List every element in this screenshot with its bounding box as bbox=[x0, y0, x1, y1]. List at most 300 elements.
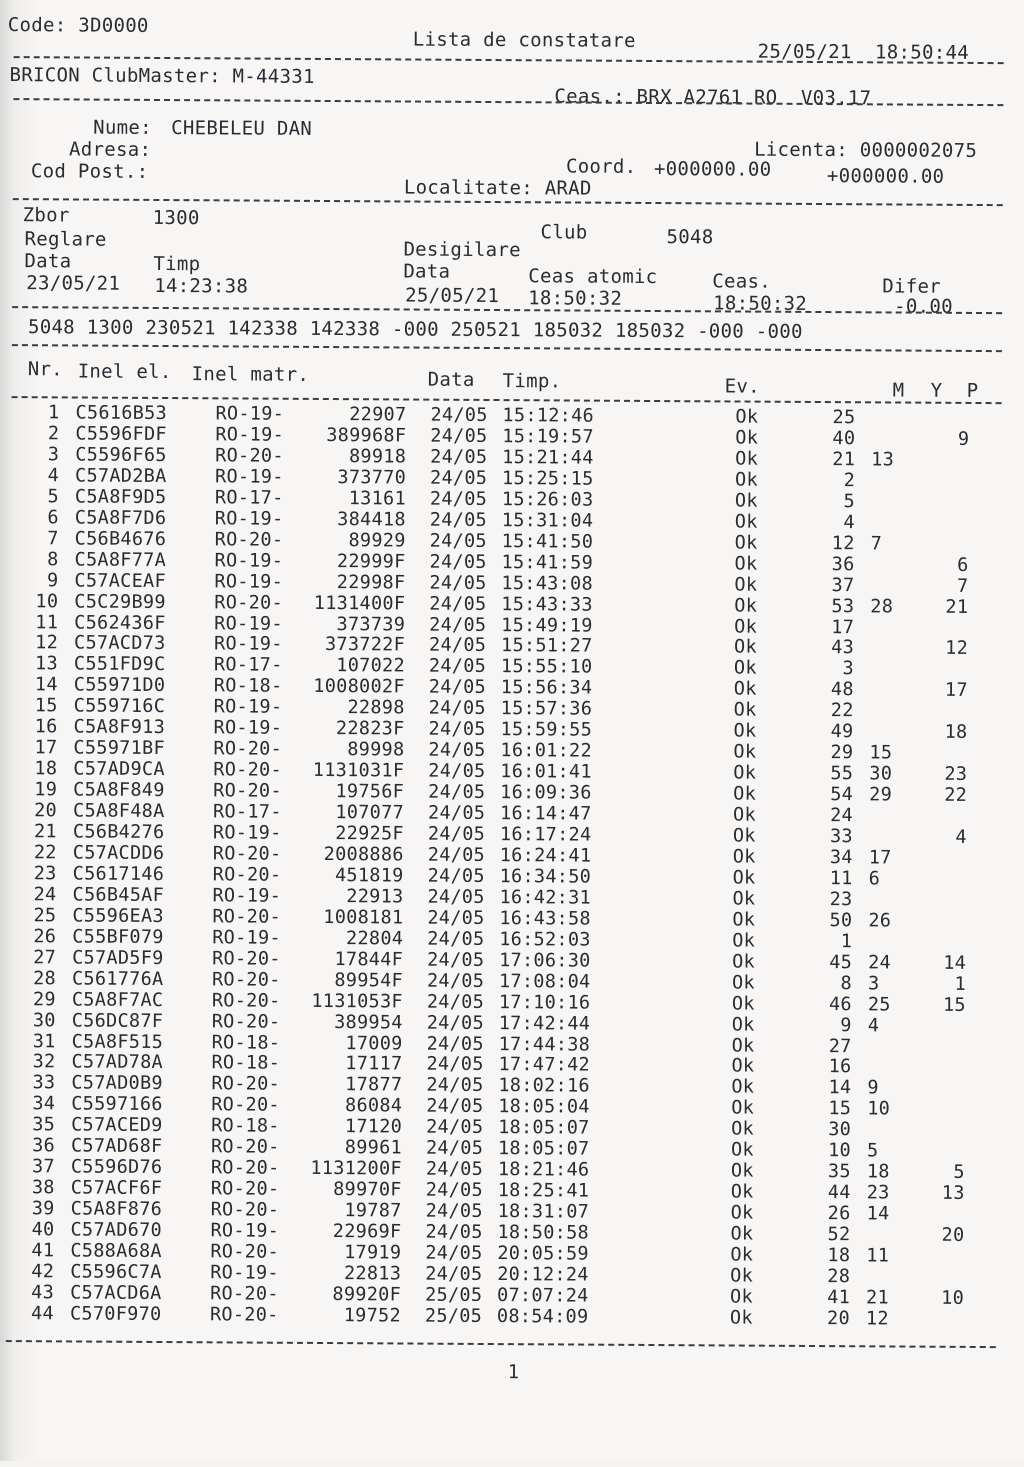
rank-p: 10 bbox=[914, 1289, 964, 1308]
ring-number: 13161 bbox=[282, 490, 406, 509]
col-header-m: M bbox=[893, 381, 905, 400]
arrival-date: 24/05 bbox=[425, 1224, 482, 1243]
ring-number: 384418 bbox=[282, 510, 406, 529]
rank-y: 3 bbox=[868, 975, 898, 994]
arrival-date: 24/05 bbox=[426, 1203, 483, 1222]
arrival-date: 24/05 bbox=[429, 700, 486, 719]
ring-number: 22898 bbox=[281, 699, 405, 718]
arrival-time: 16:01:41 bbox=[500, 763, 592, 782]
arrival-time: 16:24:41 bbox=[500, 847, 592, 866]
divider bbox=[13, 198, 1003, 206]
ring-number: 22969F bbox=[277, 1223, 401, 1242]
atomic-clock-time: 18:50:32 bbox=[528, 289, 622, 309]
ring-series: RO-20- bbox=[214, 594, 283, 613]
event-status: Ok bbox=[732, 932, 755, 951]
arrival-date: 24/05 bbox=[427, 951, 484, 970]
event-status: Ok bbox=[735, 471, 758, 490]
arrival-time: 17:10:16 bbox=[499, 994, 591, 1013]
ring-series: RO-20- bbox=[213, 761, 282, 780]
rank-y: 29 bbox=[869, 786, 899, 805]
electronic-ring: C5A8F515 bbox=[72, 1033, 164, 1052]
rank-m: 50 bbox=[812, 912, 852, 931]
electronic-ring: C57ACDD6 bbox=[73, 844, 165, 863]
rank-m: 55 bbox=[813, 765, 853, 784]
event-status: Ok bbox=[735, 534, 758, 553]
event-status: Ok bbox=[734, 702, 757, 721]
row-number: 35 bbox=[0, 1116, 55, 1135]
ring-number: 89970F bbox=[278, 1181, 402, 1200]
rank-m: 8 bbox=[812, 975, 852, 994]
ring-number: 19787 bbox=[278, 1202, 402, 1221]
ring-number: 17009 bbox=[279, 1034, 403, 1053]
row-number: 30 bbox=[0, 1012, 56, 1031]
arrival-time: 15:41:50 bbox=[502, 533, 594, 552]
arrival-time: 18:21:46 bbox=[498, 1161, 590, 1180]
arrival-time: 15:31:04 bbox=[502, 512, 594, 531]
reglare-date: 23/05/21 bbox=[26, 274, 120, 294]
arrival-time: 20:05:59 bbox=[497, 1245, 589, 1264]
rank-m: 15 bbox=[811, 1100, 851, 1119]
arrival-date: 24/05 bbox=[430, 511, 487, 530]
ring-series: RO-19- bbox=[212, 887, 281, 906]
row-number: 44 bbox=[0, 1305, 54, 1324]
arrival-time: 18:02:16 bbox=[498, 1077, 590, 1096]
rank-p: 9 bbox=[919, 431, 969, 450]
rank-y: 14 bbox=[867, 1205, 897, 1224]
ring-series: RO-20- bbox=[210, 1285, 279, 1304]
rank-p: 23 bbox=[917, 766, 967, 785]
difer-label: Difer bbox=[882, 277, 941, 296]
arrival-date: 24/05 bbox=[429, 679, 486, 698]
ring-series: RO-19- bbox=[215, 510, 284, 529]
event-status: Ok bbox=[732, 974, 755, 993]
row-number: 41 bbox=[0, 1242, 54, 1261]
arrival-date: 24/05 bbox=[426, 1056, 483, 1075]
rank-p: 4 bbox=[917, 829, 967, 848]
arrival-time: 15:55:10 bbox=[501, 658, 593, 677]
electronic-ring: C5596F65 bbox=[75, 446, 167, 465]
electronic-ring: C561776A bbox=[72, 970, 164, 989]
event-status: Ok bbox=[735, 555, 758, 574]
arrival-date: 24/05 bbox=[429, 637, 486, 656]
rank-p: 7 bbox=[918, 577, 968, 596]
event-status: Ok bbox=[731, 1205, 754, 1224]
col-header-p: P bbox=[967, 382, 979, 401]
rank-m: 10 bbox=[811, 1142, 851, 1161]
arrival-date: 24/05 bbox=[425, 1245, 482, 1264]
ring-series: RO-19- bbox=[215, 468, 284, 487]
electronic-ring: C551FD9C bbox=[74, 656, 166, 675]
rank-p: 22 bbox=[917, 787, 967, 806]
rank-m: 24 bbox=[813, 807, 853, 826]
row-number: 5 bbox=[0, 488, 59, 507]
ring-number: 1008002F bbox=[281, 678, 405, 697]
ring-number: 373722F bbox=[281, 636, 405, 655]
ring-number: 22823F bbox=[280, 720, 404, 739]
event-status: Ok bbox=[734, 597, 757, 616]
report-title: Lista de constatare bbox=[413, 31, 636, 51]
rank-m: 46 bbox=[812, 996, 852, 1015]
rank-m: 53 bbox=[814, 598, 854, 617]
row-number: 26 bbox=[0, 928, 56, 947]
event-status: Ok bbox=[730, 1246, 753, 1265]
rank-y: 6 bbox=[869, 870, 899, 889]
ring-number: 17117 bbox=[278, 1055, 402, 1074]
atomic-clock-label: Ceas atomic bbox=[528, 267, 657, 287]
row-number: 3 bbox=[0, 446, 59, 465]
clock-id: Ceas.: BRX A2761 RO V03.17 bbox=[554, 87, 871, 108]
electronic-ring: C57AD5F9 bbox=[72, 949, 164, 968]
ring-series: RO-20- bbox=[211, 1097, 280, 1116]
ring-number: 22925F bbox=[280, 825, 404, 844]
ring-series: RO-17- bbox=[213, 803, 282, 822]
arrival-date: 24/05 bbox=[430, 407, 487, 426]
ring-number: 1008181 bbox=[279, 909, 403, 928]
rank-m: 9 bbox=[812, 1017, 852, 1036]
ring-series: RO-18- bbox=[211, 1118, 280, 1137]
ring-series: RO-19- bbox=[215, 552, 284, 571]
event-status: Ok bbox=[734, 618, 757, 637]
electronic-ring: C57ACD73 bbox=[74, 635, 166, 654]
rank-m: 41 bbox=[810, 1289, 850, 1308]
row-number: 37 bbox=[0, 1158, 55, 1177]
electronic-ring: C5A8F9D5 bbox=[75, 488, 167, 507]
rank-p: 5 bbox=[915, 1164, 965, 1183]
rank-y: 4 bbox=[868, 1017, 898, 1036]
arrival-date: 24/05 bbox=[429, 616, 486, 635]
rank-m: 27 bbox=[812, 1037, 852, 1056]
rank-m: 48 bbox=[814, 681, 854, 700]
electronic-ring: C588A68A bbox=[70, 1242, 162, 1261]
event-status: Ok bbox=[735, 450, 758, 469]
row-number: 12 bbox=[0, 634, 58, 653]
rank-m: 14 bbox=[811, 1079, 851, 1098]
event-status: Ok bbox=[734, 681, 757, 700]
event-status: Ok bbox=[734, 639, 757, 658]
col-header-data: Data bbox=[428, 371, 475, 390]
electronic-ring: C57AD2BA bbox=[75, 467, 167, 486]
rank-y: 18 bbox=[867, 1164, 897, 1183]
ring-number: 1131400F bbox=[281, 594, 405, 613]
electronic-ring: C57ACF6F bbox=[71, 1180, 163, 1199]
event-status: Ok bbox=[735, 429, 758, 448]
rank-m: 26 bbox=[811, 1205, 851, 1224]
row-number: 18 bbox=[0, 760, 57, 779]
ring-series: RO-20- bbox=[211, 1201, 280, 1220]
reglare-timp-label: Timp bbox=[153, 255, 200, 274]
ring-number: 373739 bbox=[281, 615, 405, 634]
row-number: 42 bbox=[0, 1263, 54, 1282]
electronic-ring: C562436F bbox=[74, 614, 166, 633]
rank-p: 12 bbox=[918, 640, 968, 659]
rank-y: 11 bbox=[866, 1247, 896, 1266]
ring-series: RO-20- bbox=[210, 1243, 279, 1262]
arrival-time: 07:07:24 bbox=[497, 1287, 589, 1306]
ring-number: 19752 bbox=[277, 1307, 401, 1326]
arrival-time: 16:09:36 bbox=[500, 784, 592, 803]
event-status: Ok bbox=[731, 1184, 754, 1203]
row-number: 17 bbox=[0, 739, 57, 758]
electronic-ring: C5A8F913 bbox=[73, 719, 165, 738]
rank-m: 52 bbox=[810, 1226, 850, 1245]
electronic-ring: C56DC87F bbox=[72, 1012, 164, 1031]
electronic-ring: C5A8F48A bbox=[73, 803, 165, 822]
rank-m: 1 bbox=[812, 933, 852, 952]
rank-m: 21 bbox=[815, 451, 855, 470]
arrival-time: 16:01:22 bbox=[500, 742, 592, 761]
event-status: Ok bbox=[731, 1100, 754, 1119]
arrival-date: 24/05 bbox=[426, 1140, 483, 1159]
row-number: 23 bbox=[0, 865, 57, 884]
arrival-date: 24/05 bbox=[430, 490, 487, 509]
ring-number: 89954F bbox=[279, 971, 403, 990]
row-number: 1 bbox=[0, 404, 60, 423]
event-status: Ok bbox=[733, 827, 756, 846]
event-status: Ok bbox=[731, 1121, 754, 1140]
row-number: 24 bbox=[0, 886, 57, 905]
arrival-date: 24/05 bbox=[428, 763, 485, 782]
ring-number: 22804 bbox=[279, 929, 403, 948]
ring-series: RO-19- bbox=[215, 426, 284, 445]
electronic-ring: C57ACD6A bbox=[70, 1284, 162, 1303]
ring-number: 1131053F bbox=[279, 992, 403, 1011]
difer-value: -0.00 bbox=[894, 297, 953, 316]
event-status: Ok bbox=[733, 723, 756, 742]
rank-m: 17 bbox=[814, 618, 854, 637]
arrival-time: 16:14:47 bbox=[500, 805, 592, 824]
rank-p: 21 bbox=[918, 598, 968, 617]
rank-m: 22 bbox=[814, 702, 854, 721]
ring-number: 107077 bbox=[280, 804, 404, 823]
arrival-date: 24/05 bbox=[428, 721, 485, 740]
divider bbox=[6, 1340, 996, 1348]
arrival-time: 08:54:09 bbox=[497, 1308, 589, 1327]
ring-number: 107022 bbox=[281, 657, 405, 676]
arrival-time: 16:34:50 bbox=[500, 868, 592, 887]
arrival-date: 24/05 bbox=[428, 784, 485, 803]
electronic-ring: C5597166 bbox=[71, 1096, 163, 1115]
event-status: Ok bbox=[733, 765, 756, 784]
arrival-time: 15:49:19 bbox=[501, 617, 593, 636]
row-number: 38 bbox=[0, 1179, 55, 1198]
arrival-date: 24/05 bbox=[429, 595, 486, 614]
arrival-date: 24/05 bbox=[427, 972, 484, 991]
electronic-ring: C5596C7A bbox=[70, 1263, 162, 1282]
ring-number: 22813 bbox=[277, 1265, 401, 1284]
arrival-time: 15:51:27 bbox=[501, 638, 593, 657]
ring-number: 89920F bbox=[277, 1286, 401, 1305]
event-status: Ok bbox=[730, 1226, 753, 1245]
rank-y: 23 bbox=[867, 1184, 897, 1203]
arrival-date: 24/05 bbox=[428, 868, 485, 887]
event-status: Ok bbox=[733, 807, 756, 826]
rank-y: 30 bbox=[869, 765, 899, 784]
arrival-date: 24/05 bbox=[428, 847, 485, 866]
event-status: Ok bbox=[732, 890, 755, 909]
rank-p: 15 bbox=[916, 996, 966, 1015]
ring-series: RO-18- bbox=[212, 1034, 281, 1053]
rank-m: 11 bbox=[813, 870, 853, 889]
event-status: Ok bbox=[734, 576, 757, 595]
rank-m: 45 bbox=[812, 954, 852, 973]
arrival-date: 24/05 bbox=[427, 930, 484, 949]
row-number: 21 bbox=[0, 823, 57, 842]
event-status: Ok bbox=[733, 848, 756, 867]
event-status: Ok bbox=[730, 1288, 753, 1307]
ring-series: RO-20- bbox=[211, 1076, 280, 1095]
row-number: 43 bbox=[0, 1284, 54, 1303]
row-number: 32 bbox=[0, 1053, 56, 1072]
desig-date: 25/05/21 bbox=[405, 286, 499, 306]
row-number: 20 bbox=[0, 802, 57, 821]
rank-m: 40 bbox=[815, 430, 855, 449]
ring-series: RO-19- bbox=[214, 615, 283, 634]
ring-number: 22999F bbox=[282, 552, 406, 571]
ring-number: 19756F bbox=[280, 783, 404, 802]
arrival-date: 24/05 bbox=[428, 826, 485, 845]
row-number: 14 bbox=[0, 676, 58, 695]
ring-series: RO-19- bbox=[210, 1222, 279, 1241]
event-status: Ok bbox=[732, 953, 755, 972]
electronic-ring: C5C29B99 bbox=[74, 593, 166, 612]
rank-y: 12 bbox=[866, 1310, 896, 1329]
arrival-time: 15:57:36 bbox=[501, 700, 593, 719]
arrival-date: 24/05 bbox=[429, 574, 486, 593]
ring-number: 17919 bbox=[277, 1244, 401, 1263]
col-header-y: Y bbox=[931, 382, 943, 401]
arrival-time: 15:56:34 bbox=[501, 679, 593, 698]
electronic-ring: C5596EA3 bbox=[72, 907, 164, 926]
arrival-time: 18:05:07 bbox=[498, 1119, 590, 1138]
club-label: Club bbox=[541, 223, 588, 242]
row-number: 39 bbox=[0, 1200, 55, 1219]
ring-number: 2008886 bbox=[280, 846, 404, 865]
locality: Localitate: ARAD bbox=[404, 178, 592, 198]
event-status: Ok bbox=[735, 492, 758, 511]
ring-number: 22907 bbox=[282, 406, 406, 425]
ring-series: RO-20- bbox=[210, 1306, 279, 1325]
ring-series: RO-17- bbox=[214, 657, 283, 676]
ring-number: 22913 bbox=[279, 888, 403, 907]
ring-series: RO-19- bbox=[214, 699, 283, 718]
arrival-date: 25/05 bbox=[425, 1287, 482, 1306]
arrival-date: 24/05 bbox=[428, 805, 485, 824]
event-status: Ok bbox=[730, 1309, 753, 1328]
col-header-timp: Timp. bbox=[503, 372, 562, 391]
event-status: Ok bbox=[733, 786, 756, 805]
electronic-ring: C57AD0B9 bbox=[71, 1075, 163, 1094]
ring-series: RO-19- bbox=[214, 573, 283, 592]
licence-number: Licenta: 0000002075 bbox=[754, 141, 977, 161]
arrival-time: 15:19:57 bbox=[502, 428, 594, 447]
ring-series: RO-20- bbox=[213, 866, 282, 885]
arrival-date: 24/05 bbox=[428, 742, 485, 761]
electronic-ring: C5A8F849 bbox=[73, 782, 165, 801]
rank-m: 25 bbox=[815, 409, 855, 428]
postcode-label: Cod Post.: bbox=[31, 162, 149, 182]
electronic-ring: C5A8F876 bbox=[71, 1201, 163, 1220]
electronic-ring: C57AD670 bbox=[70, 1222, 162, 1241]
arrival-date: 24/05 bbox=[426, 1098, 483, 1117]
row-number: 22 bbox=[0, 844, 57, 863]
row-number: 4 bbox=[0, 467, 59, 486]
ring-number: 1131200F bbox=[278, 1160, 402, 1179]
row-number: 25 bbox=[0, 907, 56, 926]
electronic-ring: C57ACED9 bbox=[71, 1117, 163, 1136]
rank-m: 20 bbox=[810, 1310, 850, 1329]
arrival-date: 24/05 bbox=[427, 909, 484, 928]
arrival-time: 18:50:58 bbox=[497, 1224, 589, 1243]
ring-number: 89929 bbox=[282, 531, 406, 550]
summary-line: 5048 1300 230521 142338 142338 -000 250521 185032 185032 -000 -000 bbox=[28, 318, 803, 342]
row-number: 2 bbox=[0, 425, 59, 444]
coord-value-1: +000000.00 bbox=[654, 160, 772, 180]
row-number: 10 bbox=[0, 593, 58, 612]
electronic-ring: C570F970 bbox=[70, 1305, 162, 1324]
ring-series: RO-18- bbox=[211, 1055, 280, 1074]
ring-series: RO-19- bbox=[213, 720, 282, 739]
ring-series: RO-19- bbox=[214, 636, 283, 655]
row-number: 15 bbox=[0, 697, 58, 716]
rank-p: 14 bbox=[916, 954, 966, 973]
arrival-date: 24/05 bbox=[430, 469, 487, 488]
ring-series: RO-20- bbox=[212, 950, 281, 969]
ring-series: RO-18- bbox=[214, 678, 283, 697]
ring-series: RO-20- bbox=[211, 1139, 280, 1158]
col-header-ev: Ev. bbox=[725, 377, 760, 396]
event-status: Ok bbox=[731, 1163, 754, 1182]
electronic-ring: C5617146 bbox=[73, 865, 165, 884]
event-status: Ok bbox=[732, 911, 755, 930]
electronic-ring: C57AD9CA bbox=[73, 761, 165, 780]
ring-series: RO-20- bbox=[213, 782, 282, 801]
arrival-time: 16:42:31 bbox=[499, 889, 591, 908]
col-header-inel-matr: Inel matr. bbox=[192, 365, 310, 385]
row-number: 36 bbox=[0, 1137, 55, 1156]
zbor-value: 1300 bbox=[153, 209, 200, 228]
ring-series: RO-20- bbox=[213, 845, 282, 864]
rank-p: 13 bbox=[915, 1185, 965, 1204]
arrival-time: 15:25:15 bbox=[502, 470, 594, 489]
clubmaster-id: BRICON ClubMaster: M-44331 bbox=[9, 66, 314, 87]
ring-number: 389954 bbox=[279, 1013, 403, 1032]
arrival-date: 24/05 bbox=[430, 428, 487, 447]
row-number: 8 bbox=[0, 551, 59, 570]
arrival-time: 17:47:42 bbox=[498, 1057, 590, 1076]
ring-series: RO-20- bbox=[212, 1013, 281, 1032]
rank-p: 1 bbox=[916, 975, 966, 994]
row-number: 7 bbox=[0, 530, 59, 549]
electronic-ring: C57AD78A bbox=[71, 1054, 163, 1073]
electronic-ring: C55971D0 bbox=[74, 677, 166, 696]
ring-number: 89918 bbox=[282, 448, 406, 467]
rank-m: 54 bbox=[813, 786, 853, 805]
event-status: Ok bbox=[732, 1016, 755, 1035]
club-value: 5048 bbox=[667, 228, 714, 247]
arrival-time: 17:42:44 bbox=[499, 1015, 591, 1034]
arrival-time: 15:41:59 bbox=[502, 554, 594, 573]
zbor-label: Zbor bbox=[23, 206, 70, 225]
clock-label: Ceas. bbox=[712, 272, 771, 291]
rank-m: 43 bbox=[814, 639, 854, 658]
arrival-date: 24/05 bbox=[426, 1161, 483, 1180]
row-number: 29 bbox=[0, 991, 56, 1010]
arrival-date: 24/05 bbox=[430, 553, 487, 572]
arrival-date: 24/05 bbox=[427, 1035, 484, 1054]
arrival-time: 17:06:30 bbox=[499, 952, 591, 971]
electronic-ring: C559716C bbox=[74, 698, 166, 717]
electronic-ring: C56B4276 bbox=[73, 823, 165, 842]
